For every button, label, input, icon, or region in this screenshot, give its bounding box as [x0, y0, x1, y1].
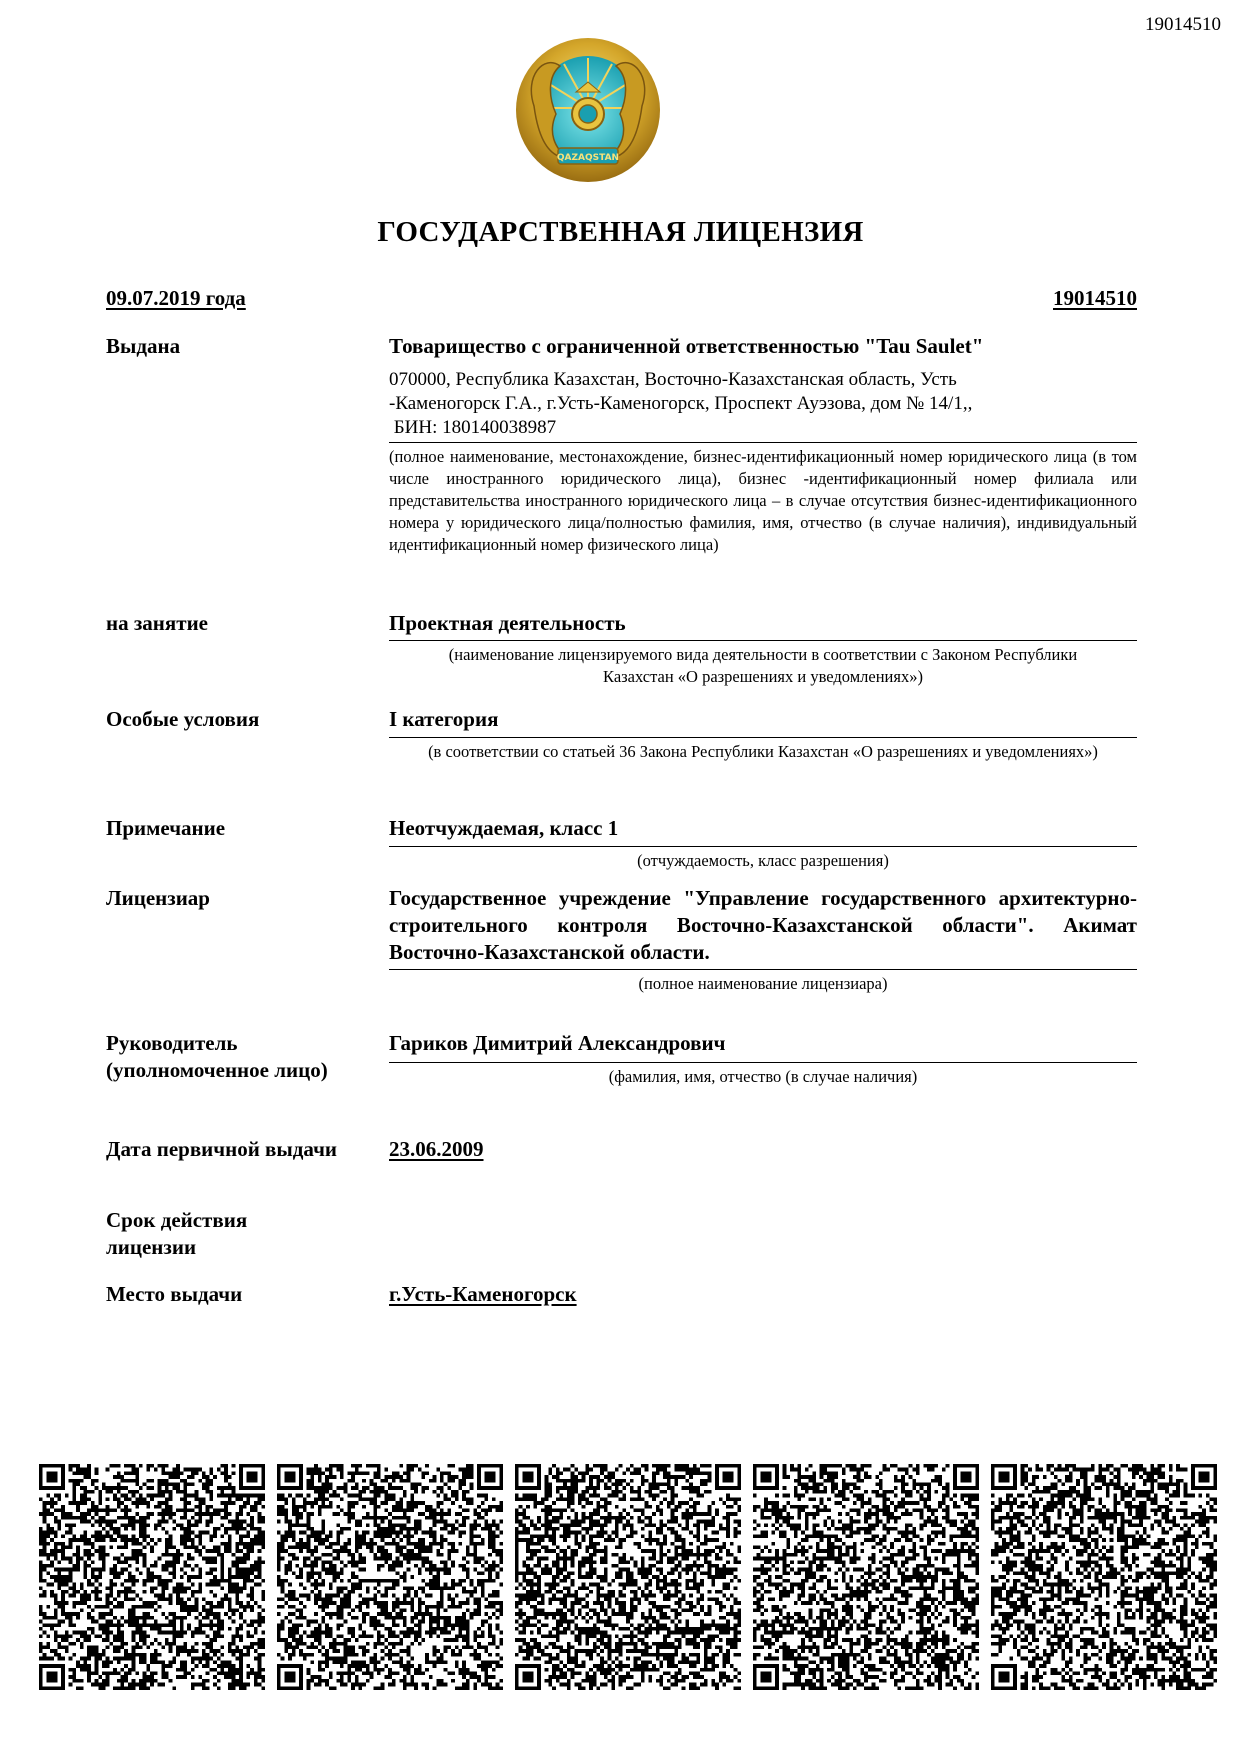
conditions-label: Особые условия [106, 707, 260, 731]
issued-bin: БИН: 180140038987 [389, 417, 557, 438]
issued-name: Товарищество с ограниченной ответственностью "Tau Saulet" [389, 334, 984, 358]
licensor-label: Лицензиар [106, 886, 210, 910]
remark-label: Примечание [106, 816, 226, 840]
qr-code-3 [515, 1464, 741, 1690]
kazakhstan-emblem-icon [514, 36, 662, 184]
corner-document-number: 19014510 [1145, 14, 1221, 35]
qr-code-4 [753, 1464, 979, 1690]
emblem-ribbon-text: QAZAQSTAN [556, 153, 620, 163]
place-label: Место выдачи [106, 1282, 243, 1306]
activity-label: на занятие [106, 611, 208, 635]
activity-underline [389, 640, 1137, 641]
conditions-value: I категория [389, 707, 499, 731]
validity-label-line-2: лицензии [106, 1235, 197, 1259]
issue-date: 09.07.2019 года [106, 286, 246, 310]
qr-code-5 [991, 1464, 1217, 1690]
issued-underline [389, 442, 1137, 443]
document-title: ГОСУДАРСТВЕННАЯ ЛИЦЕНЗИЯ [377, 216, 864, 248]
head-note: (фамилия, имя, отчество (в случае наличия) [608, 1067, 918, 1086]
activity-note: (наименование лицензируемого вида деятельности в соответствии с Законом Республики Казахстан «О разрешениях и уведомлениях») [448, 645, 1078, 686]
remark-value: Неотчуждаемая, класс 1 [389, 816, 619, 840]
issued-address-line-2: -Каменогорск Г.А., г.Усть-Каменогорск, Проспект Ауэзова, дом № 14/1,, [389, 393, 973, 414]
license-number: 19014510 [1053, 286, 1137, 310]
issued-label: Выдана [106, 334, 181, 358]
first-issue-value: 23.06.2009 [389, 1137, 484, 1161]
head-label-line-2: (уполномоченное лицо) [106, 1058, 328, 1082]
validity-label-line-1: Срок действия [106, 1208, 248, 1232]
remark-note: (отчуждаемость, класс разрешения) [637, 851, 889, 870]
head-underline [389, 1062, 1137, 1063]
remark-underline [389, 846, 1137, 847]
conditions-underline [389, 737, 1137, 738]
issued-note: (полное наименование, местонахождение, бизнес-идентификационный номер юридического лица (в том числе иностранного юридического лица), бизнес -идентификационный номер филиала или представительства иностранного юридического лица – в случае отсутствия бизнес-идентификационного номера у юридического лица/полностью фамилия, имя, отчество (в случае наличия), индивидуальный идентификационный номер физического лица) [389, 447, 1137, 554]
qr-code-2 [277, 1464, 503, 1690]
licensor-note: (полное наименование лицензиара) [638, 974, 888, 993]
head-value: Гариков Димитрий Александрович [389, 1031, 726, 1055]
conditions-note: (в соответствии со статьей 36 Закона Республики Казахстан «О разрешениях и уведомлениях») [428, 742, 1098, 761]
activity-value: Проектная деятельность [389, 611, 626, 635]
issued-address-line-1: 070000, Республика Казахстан, Восточно-Казахстанская область, Усть [389, 369, 957, 390]
head-label-line-1: Руководитель [106, 1031, 238, 1055]
place-value: г.Усть-Каменогорск [389, 1282, 577, 1306]
qr-code-1 [39, 1464, 265, 1690]
licensor-value: Государственное учреждение "Управление государственного архитектурно-строительного контроля Восточно-Казахстанской области". Акимат Восточно-Казахстанской области. [389, 886, 1137, 964]
first-issue-label: Дата первичной выдачи [106, 1137, 338, 1161]
licensor-underline [389, 969, 1137, 970]
